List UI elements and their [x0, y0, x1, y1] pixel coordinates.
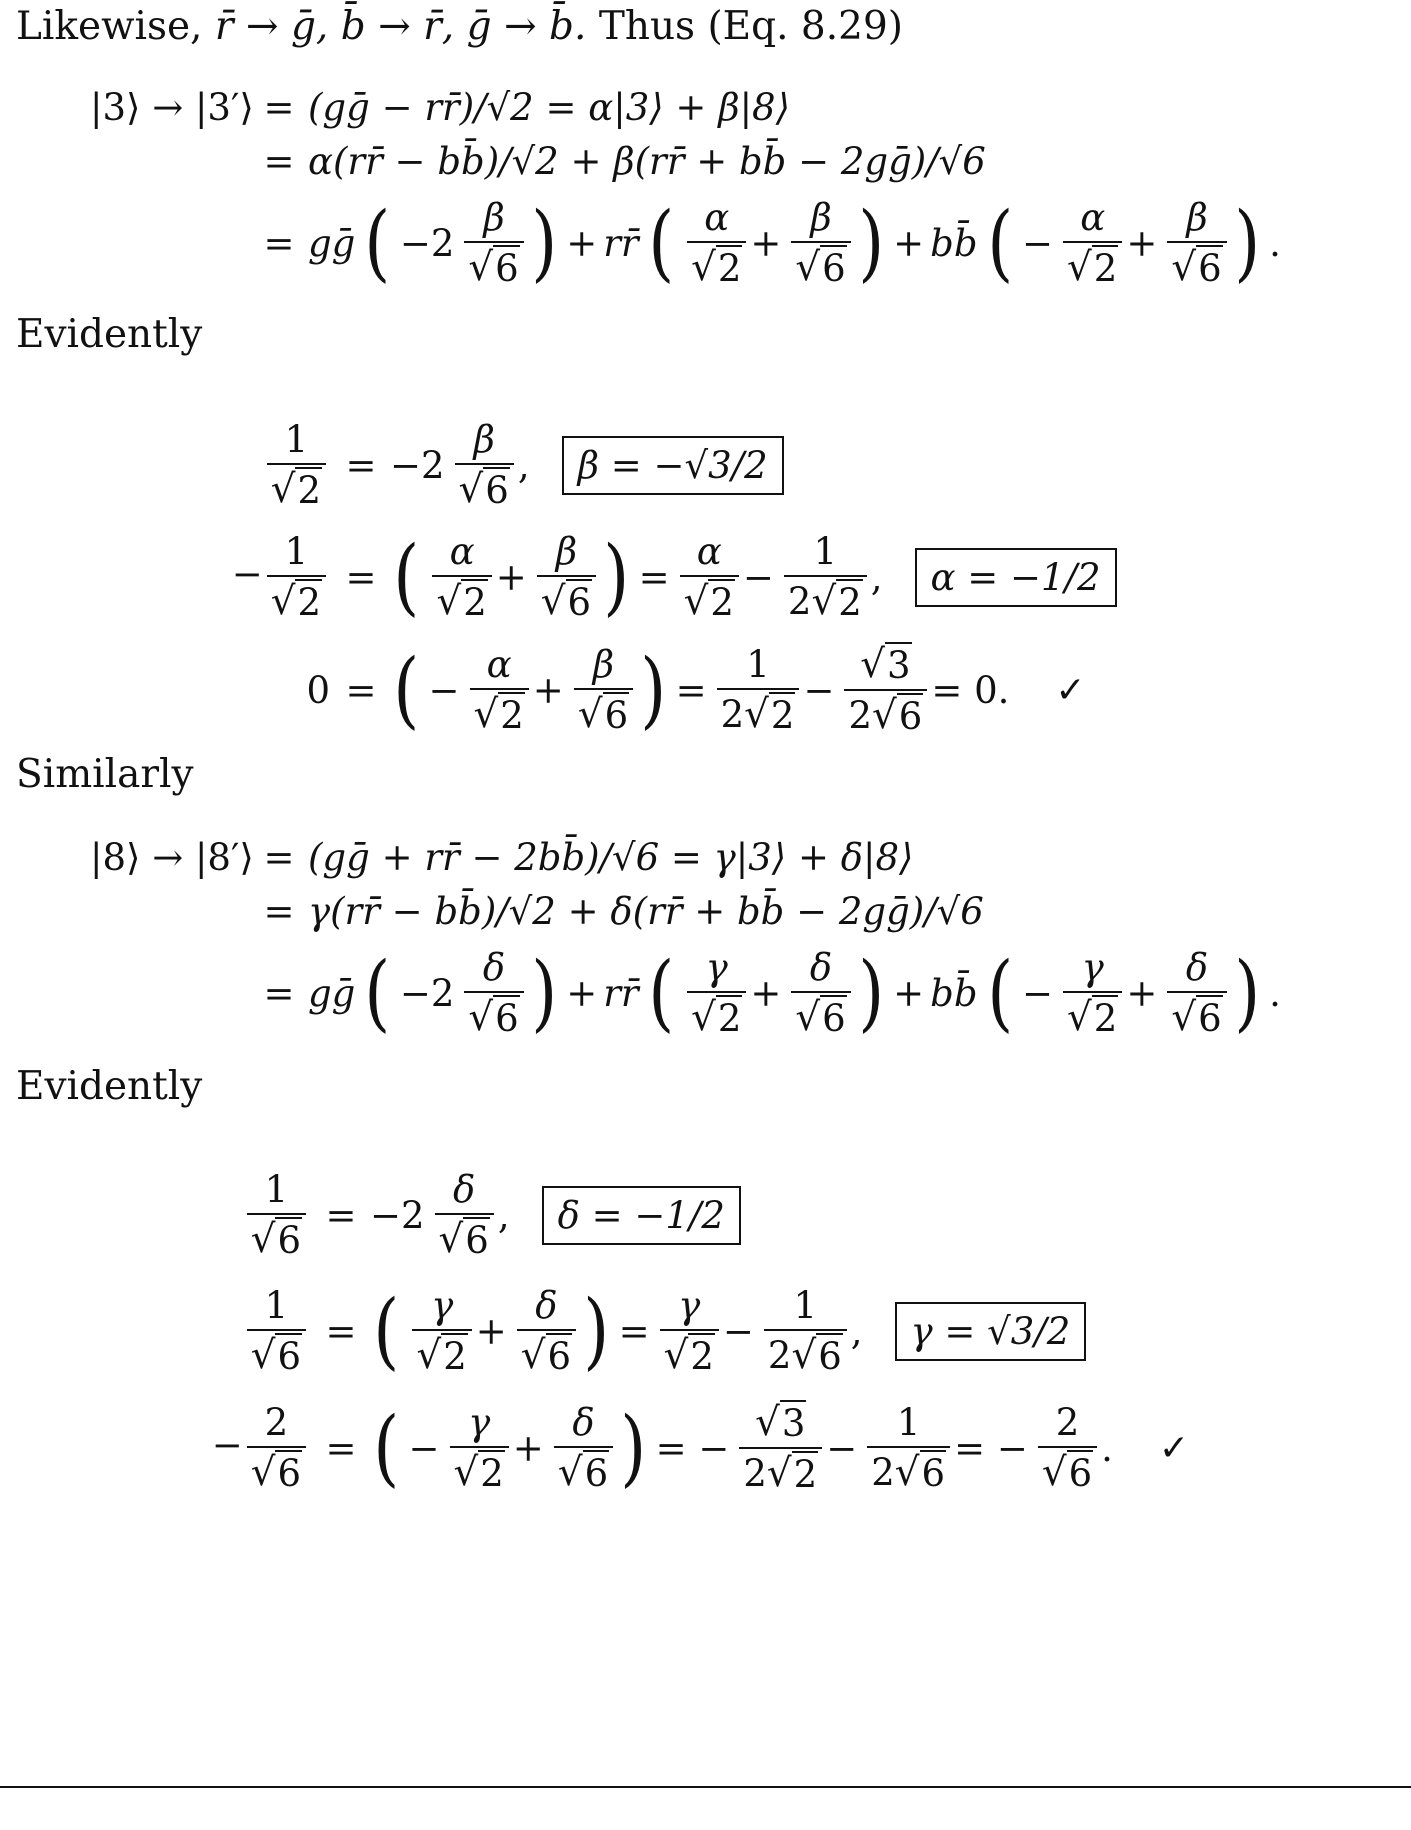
equals-sign: =	[325, 1193, 357, 1237]
check-icon: ✓	[1158, 1427, 1190, 1469]
paren-right: )	[530, 193, 557, 291]
eq1-lhs: |3⟩ → |3′⟩	[90, 86, 254, 129]
term-bb: bb̄	[930, 971, 978, 1015]
paren-left: (	[364, 193, 391, 291]
rhs: ( α √ 2 + β √ 6 ) = α √ 2 − 1 2 √ 2 , α = −1/2	[378, 530, 1123, 624]
label-similarly: Similarly	[16, 752, 194, 797]
equals-sign: =	[263, 86, 295, 129]
lhs: 0	[306, 668, 330, 712]
rhs: ( − α √ 2 + β √ 6 ) = 1 2 √ 2 − √ 3 2 √ 6 = 0. ✓	[393, 640, 1086, 738]
lhs: 1 √ 6	[160, 1168, 324, 1262]
eq2-lhs: |8⟩ → |8′⟩	[90, 836, 254, 879]
equals-sign: =	[263, 971, 295, 1015]
lhs: − 1 √ 2	[200, 530, 344, 624]
paren-left: (	[647, 193, 674, 291]
boxed-beta-result: β = −√3/2	[562, 436, 784, 495]
minus-two: −2	[399, 221, 455, 265]
plus: +	[750, 221, 782, 265]
equals-sign: =	[263, 140, 295, 183]
term-rr: rr̄	[603, 971, 639, 1015]
lhs: 1 √ 2	[200, 418, 344, 512]
eq1-line2	[90, 140, 986, 183]
label-evidently-1: Evidently	[16, 312, 203, 357]
bottom-divider	[0, 1786, 1411, 1788]
eq1-line1	[90, 86, 790, 129]
paren-right: )	[857, 193, 884, 291]
term-bb: bb̄	[930, 221, 978, 265]
zero-result: = 0.	[931, 668, 1010, 712]
equals-sign: =	[345, 555, 377, 599]
term-rr: rr̄	[603, 221, 639, 265]
check-icon: ✓	[1055, 669, 1086, 711]
eq1-line3	[90, 193, 1287, 291]
fraction: α √ 2	[1063, 196, 1122, 290]
solve1-line3	[200, 642, 1092, 738]
term-gg: gḡ	[308, 221, 356, 265]
equals-sign: =	[345, 443, 377, 487]
intro-line	[16, 4, 903, 49]
minus: −	[1022, 221, 1054, 265]
intro-thus: Thus (Eq. 8.29)	[598, 4, 903, 49]
plus: +	[566, 221, 598, 265]
solve1-line1	[200, 418, 790, 512]
equals-sign: =	[263, 890, 295, 933]
lhs: − 2 √ 6	[160, 1401, 324, 1495]
fraction: α √ 2	[687, 196, 746, 290]
fraction: β √ 6	[791, 196, 850, 290]
paren-right: )	[1233, 193, 1260, 291]
boxed-gamma-result: γ = √3/2	[895, 1302, 1087, 1361]
lhs: 1 √ 6	[160, 1284, 324, 1378]
term-gg: gḡ	[308, 971, 356, 1015]
color-mapping: r̄ → ḡ, b̄ → r̄, ḡ → b̄.	[214, 4, 587, 49]
eq2-rhs-3: gḡ ( −2 δ √ 6 ) + rr̄ ( γ √ 2 + δ √ 6 ) + bb̄ ( − γ √ 2 + δ √ 6 ) .	[308, 943, 1281, 1041]
solve1-line2	[200, 527, 1123, 625]
eq2-line3	[90, 943, 1287, 1041]
fraction: β √ 6	[1167, 196, 1226, 290]
eq1-rhs-3	[296, 193, 1287, 291]
rhs: ( − γ √ 2 + δ √ 6 ) = − √ 3 2 √ 2 − 1 2 √ 6 = − 2 √ 6 . ✓	[373, 1398, 1190, 1496]
period: .	[1269, 221, 1281, 265]
fraction: β √ 6	[464, 196, 523, 290]
eq2-rhs-2: γ(rr̄ − bb̄)/√2 + δ(rr̄ + bb̄ − 2gḡ)/√6	[308, 890, 984, 933]
equals-sign: =	[263, 836, 295, 879]
equals-sign: =	[325, 1426, 357, 1470]
rhs: −2 δ √ 6 , δ = −1/2	[358, 1168, 747, 1262]
plus: +	[1126, 221, 1158, 265]
boxed-delta-result: δ = −1/2	[542, 1186, 741, 1245]
solve2-line3	[160, 1400, 1195, 1496]
eq2-line1	[90, 836, 913, 879]
equals-sign: =	[325, 1309, 357, 1353]
rhs: ( γ √ 2 + δ √ 6 ) = γ √ 2 − 1 2 √ 6 , γ = √3/2	[358, 1284, 1092, 1378]
equals-sign: =	[263, 221, 295, 265]
eq1-rhs-2: α(rr̄ − bb̄)/√2 + β(rr̄ + bb̄ − 2gḡ)/√6	[308, 140, 986, 183]
label-evidently-2: Evidently	[16, 1064, 203, 1109]
solve2-line1	[160, 1168, 747, 1262]
boxed-alpha-result: α = −1/2	[915, 548, 1117, 607]
eq2-rhs-1: (gḡ + rr̄ − 2bb̄)/√6 = γ|3⟩ + δ|8⟩	[308, 836, 914, 879]
eq2-line2	[90, 890, 984, 933]
eq1-rhs-1: (gḡ − rr̄)/√2 = α|3⟩ + β|8⟩	[308, 86, 791, 129]
paren-left: (	[986, 193, 1013, 291]
plus: +	[893, 221, 925, 265]
solve2-line2	[160, 1281, 1092, 1379]
equals-sign: =	[345, 668, 377, 712]
rhs: −2 β √ 6 , β = −√3/2	[378, 418, 790, 512]
intro-likewise: Likewise,	[16, 4, 203, 49]
